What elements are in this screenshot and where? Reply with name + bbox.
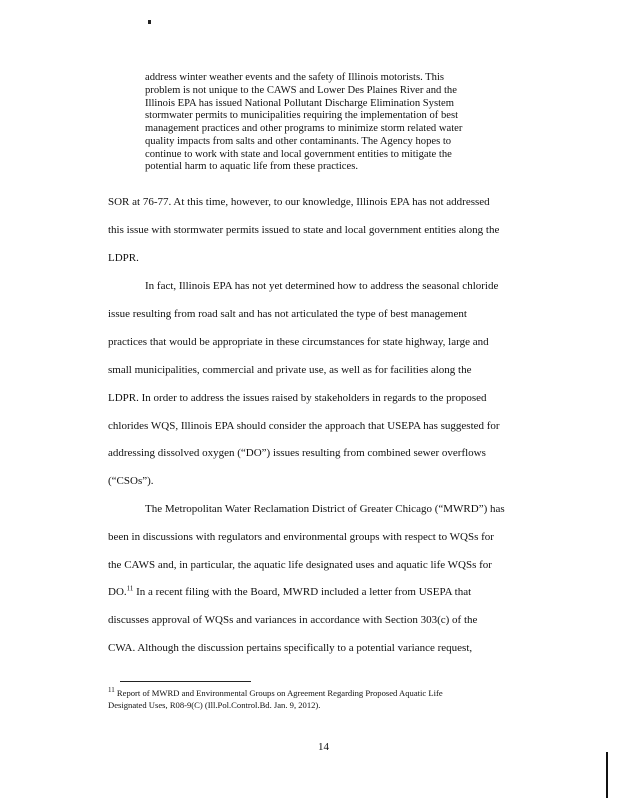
quote-line: potential harm to aquatic life from these practices. — [145, 161, 358, 173]
scan-speck — [148, 20, 151, 24]
footnote-marker: 11 — [108, 686, 115, 695]
quote-line: continue to work with state and local government entities to mitigate the — [145, 148, 452, 160]
body-line: addressing dissolved oxygen (“DO”) issues resulting from combined sewer overflows — [108, 447, 486, 459]
footnote-line: Designated Uses, R08-9(C) (Ill.Pol.Control.Bd. Jan. 9, 2012). — [108, 700, 321, 710]
quote-line: quality impacts from salts and other contaminants. The Agency hopes to — [145, 135, 452, 147]
body-line: small municipalities, commercial and private use, as well as for facilities along the — [108, 364, 472, 376]
body-line: LDPR. — [108, 252, 139, 264]
quote-line: address winter weather events and the safety of Illinois motorists. This — [145, 72, 445, 83]
body-line: discusses approval of WQSs and variances in accordance with Section 303(c) of the — [108, 614, 478, 626]
page-number: 14 — [318, 741, 329, 753]
body-line: The Metropolitan Water Reclamation District of Greater Chicago (“MWRD”) has — [145, 503, 505, 515]
body-line: issue resulting from road salt and has not articulated the type of best management — [108, 308, 467, 320]
body-line: In fact, Illinois EPA has not yet determined how to address the seasonal chloride — [145, 280, 499, 292]
body-line — [108, 586, 471, 598]
body-line: CWA. Although the discussion pertains specifically to a potential variance request, — [108, 642, 473, 654]
footnote — [108, 688, 538, 699]
body-line: LDPR. In order to address the issues raised by stakeholders in regards to the proposed — [108, 392, 487, 404]
footnote-separator-gap — [108, 681, 120, 682]
body-line: the CAWS and, in particular, the aquatic life designated uses and aquatic life WQSs for — [108, 559, 492, 571]
footnote-separator — [108, 681, 251, 682]
body-line: (“CSOs”). — [108, 475, 154, 487]
quote-line: problem is not unique to the CAWS and Lower Des Plaines River and the — [145, 84, 457, 96]
body-text: In a recent filing with the Board, MWRD included a letter from USEPA that — [136, 586, 472, 598]
quote-line: Illinois EPA has issued National Pollutant Discharge Elimination System — [145, 97, 454, 109]
body-text: DO. — [108, 586, 127, 598]
footnote-reference: 11 — [126, 584, 134, 593]
body-line: practices that would be appropriate in these circumstances for state highway, large and — [108, 336, 489, 348]
quote-line: management practices and other programs to minimize storm related water — [145, 123, 463, 134]
body-line: this issue with stormwater permits issued to state and local government entities along the — [108, 224, 500, 236]
body-line: chlorides WQS, Illinois EPA should consider the approach that USEPA has suggested for — [108, 420, 500, 432]
footnote-text: Report of MWRD and Environmental Groups on Agreement Regarding Proposed Aquatic Life — [116, 688, 443, 698]
scan-edge — [606, 752, 608, 798]
body-line: SOR at 76-77. At this time, however, to our knowledge, Illinois EPA has not addressed — [108, 196, 490, 208]
body-line: been in discussions with regulators and environmental groups with respect to WQSs for — [108, 531, 494, 543]
quote-line: stormwater permits to municipalities requiring the implementation of best — [145, 110, 459, 122]
block-quote — [145, 72, 475, 174]
